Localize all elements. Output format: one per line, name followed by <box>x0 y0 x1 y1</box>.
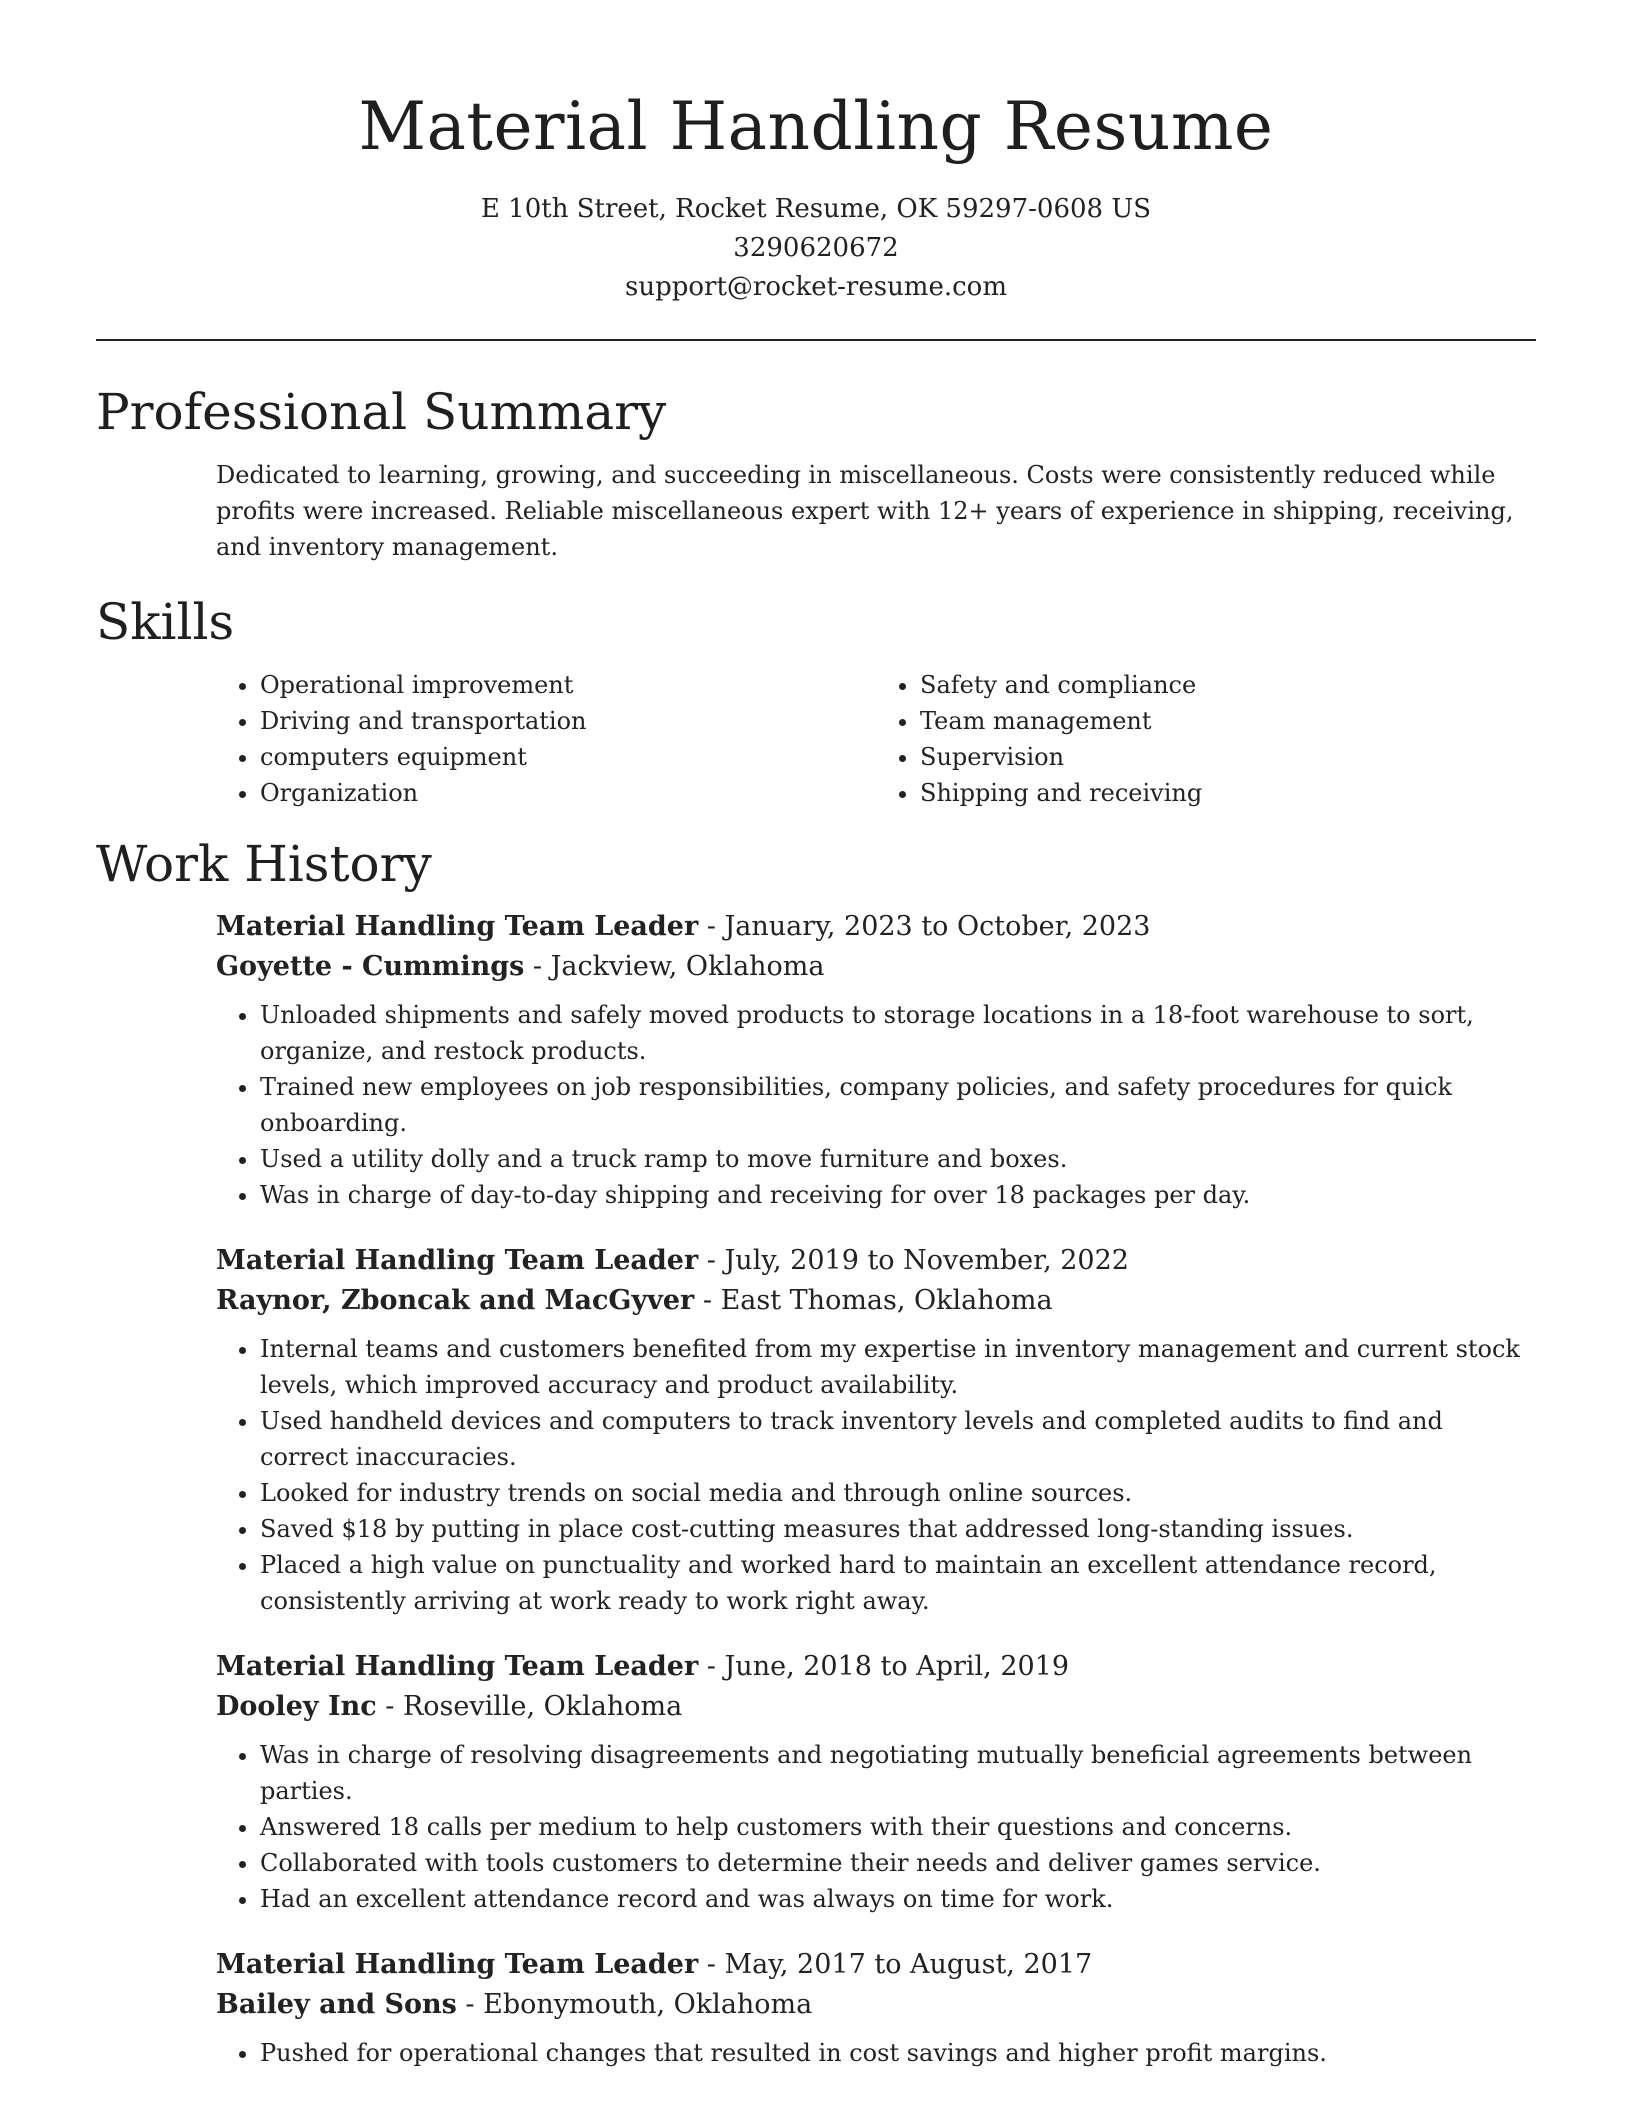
job-bullets <box>216 1331 1536 1619</box>
skill-item: • Driving and transportation <box>260 703 876 739</box>
job-role: Material Handling Team Leader <box>216 1651 699 1682</box>
job-bullet: • Used handheld devices and computers to track inventory levels and completed audits to find and correct inaccuracies. <box>260 1403 1536 1475</box>
job-company: Dooley Inc <box>216 1691 377 1722</box>
job-location: East Thomas, Oklahoma <box>720 1285 1053 1316</box>
skill-item: • Shipping and receiving <box>920 775 1536 811</box>
contact-info <box>96 190 1536 307</box>
job-bullet: • Unloaded shipments and safely moved products to storage locations in a 18-foot warehouse to sort, organize, and restock products. <box>260 997 1536 1069</box>
summary-text: Dedicated to learning, growing, and succeeding in miscellaneous. Costs were consistently reduced while profits were increased. Reliable miscellaneous expert with 12+ years of experience in shipping, receiving, and inventory management. <box>216 461 1514 561</box>
job-company: Bailey and Sons <box>216 1989 457 2020</box>
job-bullet: • Was in charge of day-to-day shipping and receiving for over 18 packages per day. <box>260 1177 1536 1213</box>
job-bullet: • Looked for industry trends on social media and through online sources. <box>260 1475 1536 1511</box>
job-company: Raynor, Zboncak and MacGyver <box>216 1285 695 1316</box>
skill-item: • Operational improvement <box>260 667 876 703</box>
job-dates: June, 2018 to April, 2019 <box>724 1651 1070 1682</box>
resume-title: Material Handling Resume <box>358 88 1274 165</box>
job-role: Material Handling Team Leader <box>216 1245 699 1276</box>
work-history-section <box>96 831 1536 2071</box>
job-company-line: Dooley Inc - Roseville, Oklahoma <box>216 1691 683 1722</box>
resume-header <box>96 0 1536 307</box>
job-bullet: • Collaborated with tools customers to determine their needs and deliver games service. <box>260 1845 1536 1881</box>
skill-item: • Organization <box>260 775 876 811</box>
skills-heading: Skills <box>96 593 235 651</box>
job-title-line: Material Handling Team Leader - May, 2017 to August, 2017 <box>216 1949 1093 1980</box>
address: E 10th Street, Rocket Resume, OK 59297-0608 US <box>480 194 1152 224</box>
skills-list-left <box>216 667 876 811</box>
job-bullets <box>216 1737 1536 1917</box>
job-bullet: • Saved $18 by putting in place cost-cutting measures that addressed long-standing issues. <box>260 1511 1536 1547</box>
job-location: Jackview, Oklahoma <box>550 951 825 982</box>
skills-list-right <box>876 667 1536 811</box>
phone: 3290620672 <box>733 233 899 263</box>
job-dates: May, 2017 to August, 2017 <box>724 1949 1093 1980</box>
job-bullets <box>216 997 1536 1213</box>
job-company-line: Goyette - Cummings - Jackview, Oklahoma <box>216 951 825 982</box>
work-history-heading: Work History <box>96 835 432 893</box>
job-title-line: Material Handling Team Leader - June, 2018 to April, 2019 <box>216 1651 1070 1682</box>
job-company: Goyette - Cummings <box>216 951 525 982</box>
job-bullets <box>216 2035 1536 2071</box>
job-entry <box>216 907 1536 1213</box>
summary-body <box>96 457 1536 565</box>
skill-item: • Team management <box>920 703 1536 739</box>
job-title-line: Material Handling Team Leader - July, 2019 to November, 2022 <box>216 1245 1129 1276</box>
skills-section <box>96 589 1536 811</box>
job-title-line: Material Handling Team Leader - January, 2023 to October, 2023 <box>216 911 1151 942</box>
job-bullet: • Pushed for operational changes that resulted in cost savings and higher profit margins. <box>260 2035 1536 2071</box>
job-role: Material Handling Team Leader <box>216 1949 699 1980</box>
job-bullet: • Answered 18 calls per medium to help customers with their questions and concerns. <box>260 1809 1536 1845</box>
skill-item: • Safety and compliance <box>920 667 1536 703</box>
job-dates: January, 2023 to October, 2023 <box>724 911 1151 942</box>
job-bullet: • Had an excellent attendance record and was always on time for work. <box>260 1881 1536 1917</box>
jobs-list <box>96 907 1536 2071</box>
job-dates: July, 2019 to November, 2022 <box>724 1245 1129 1276</box>
summary-heading: Professional Summary <box>96 383 667 441</box>
job-entry <box>216 1945 1536 2071</box>
job-role: Material Handling Team Leader <box>216 911 699 942</box>
job-location: Ebonymouth, Oklahoma <box>483 1989 813 2020</box>
job-entry <box>216 1647 1536 1917</box>
job-bullet: • Placed a high value on punctuality and worked hard to maintain an excellent attendance record, consistently arriving at work ready to work right away. <box>260 1547 1536 1619</box>
skills-grid <box>96 667 1536 811</box>
header-divider <box>96 339 1536 341</box>
job-entry <box>216 1241 1536 1619</box>
job-company-line: Raynor, Zboncak and MacGyver - East Thomas, Oklahoma <box>216 1285 1053 1316</box>
skill-item: • computers equipment <box>260 739 876 775</box>
job-bullet: • Internal teams and customers benefited from my expertise in inventory management and current stock levels, which improved accuracy and product availability. <box>260 1331 1536 1403</box>
job-bullet: • Trained new employees on job responsibilities, company policies, and safety procedures for quick onboarding. <box>260 1069 1536 1141</box>
job-bullet: • Was in charge of resolving disagreements and negotiating mutually beneficial agreements between parties. <box>260 1737 1536 1809</box>
job-location: Roseville, Oklahoma <box>402 1691 683 1722</box>
job-company-line: Bailey and Sons - Ebonymouth, Oklahoma <box>216 1989 813 2020</box>
job-bullet: • Used a utility dolly and a truck ramp to move furniture and boxes. <box>260 1141 1536 1177</box>
resume-page <box>96 0 1536 2099</box>
summary-section <box>96 379 1536 565</box>
skill-item: • Supervision <box>920 739 1536 775</box>
email: support@rocket-resume.com <box>624 272 1007 302</box>
